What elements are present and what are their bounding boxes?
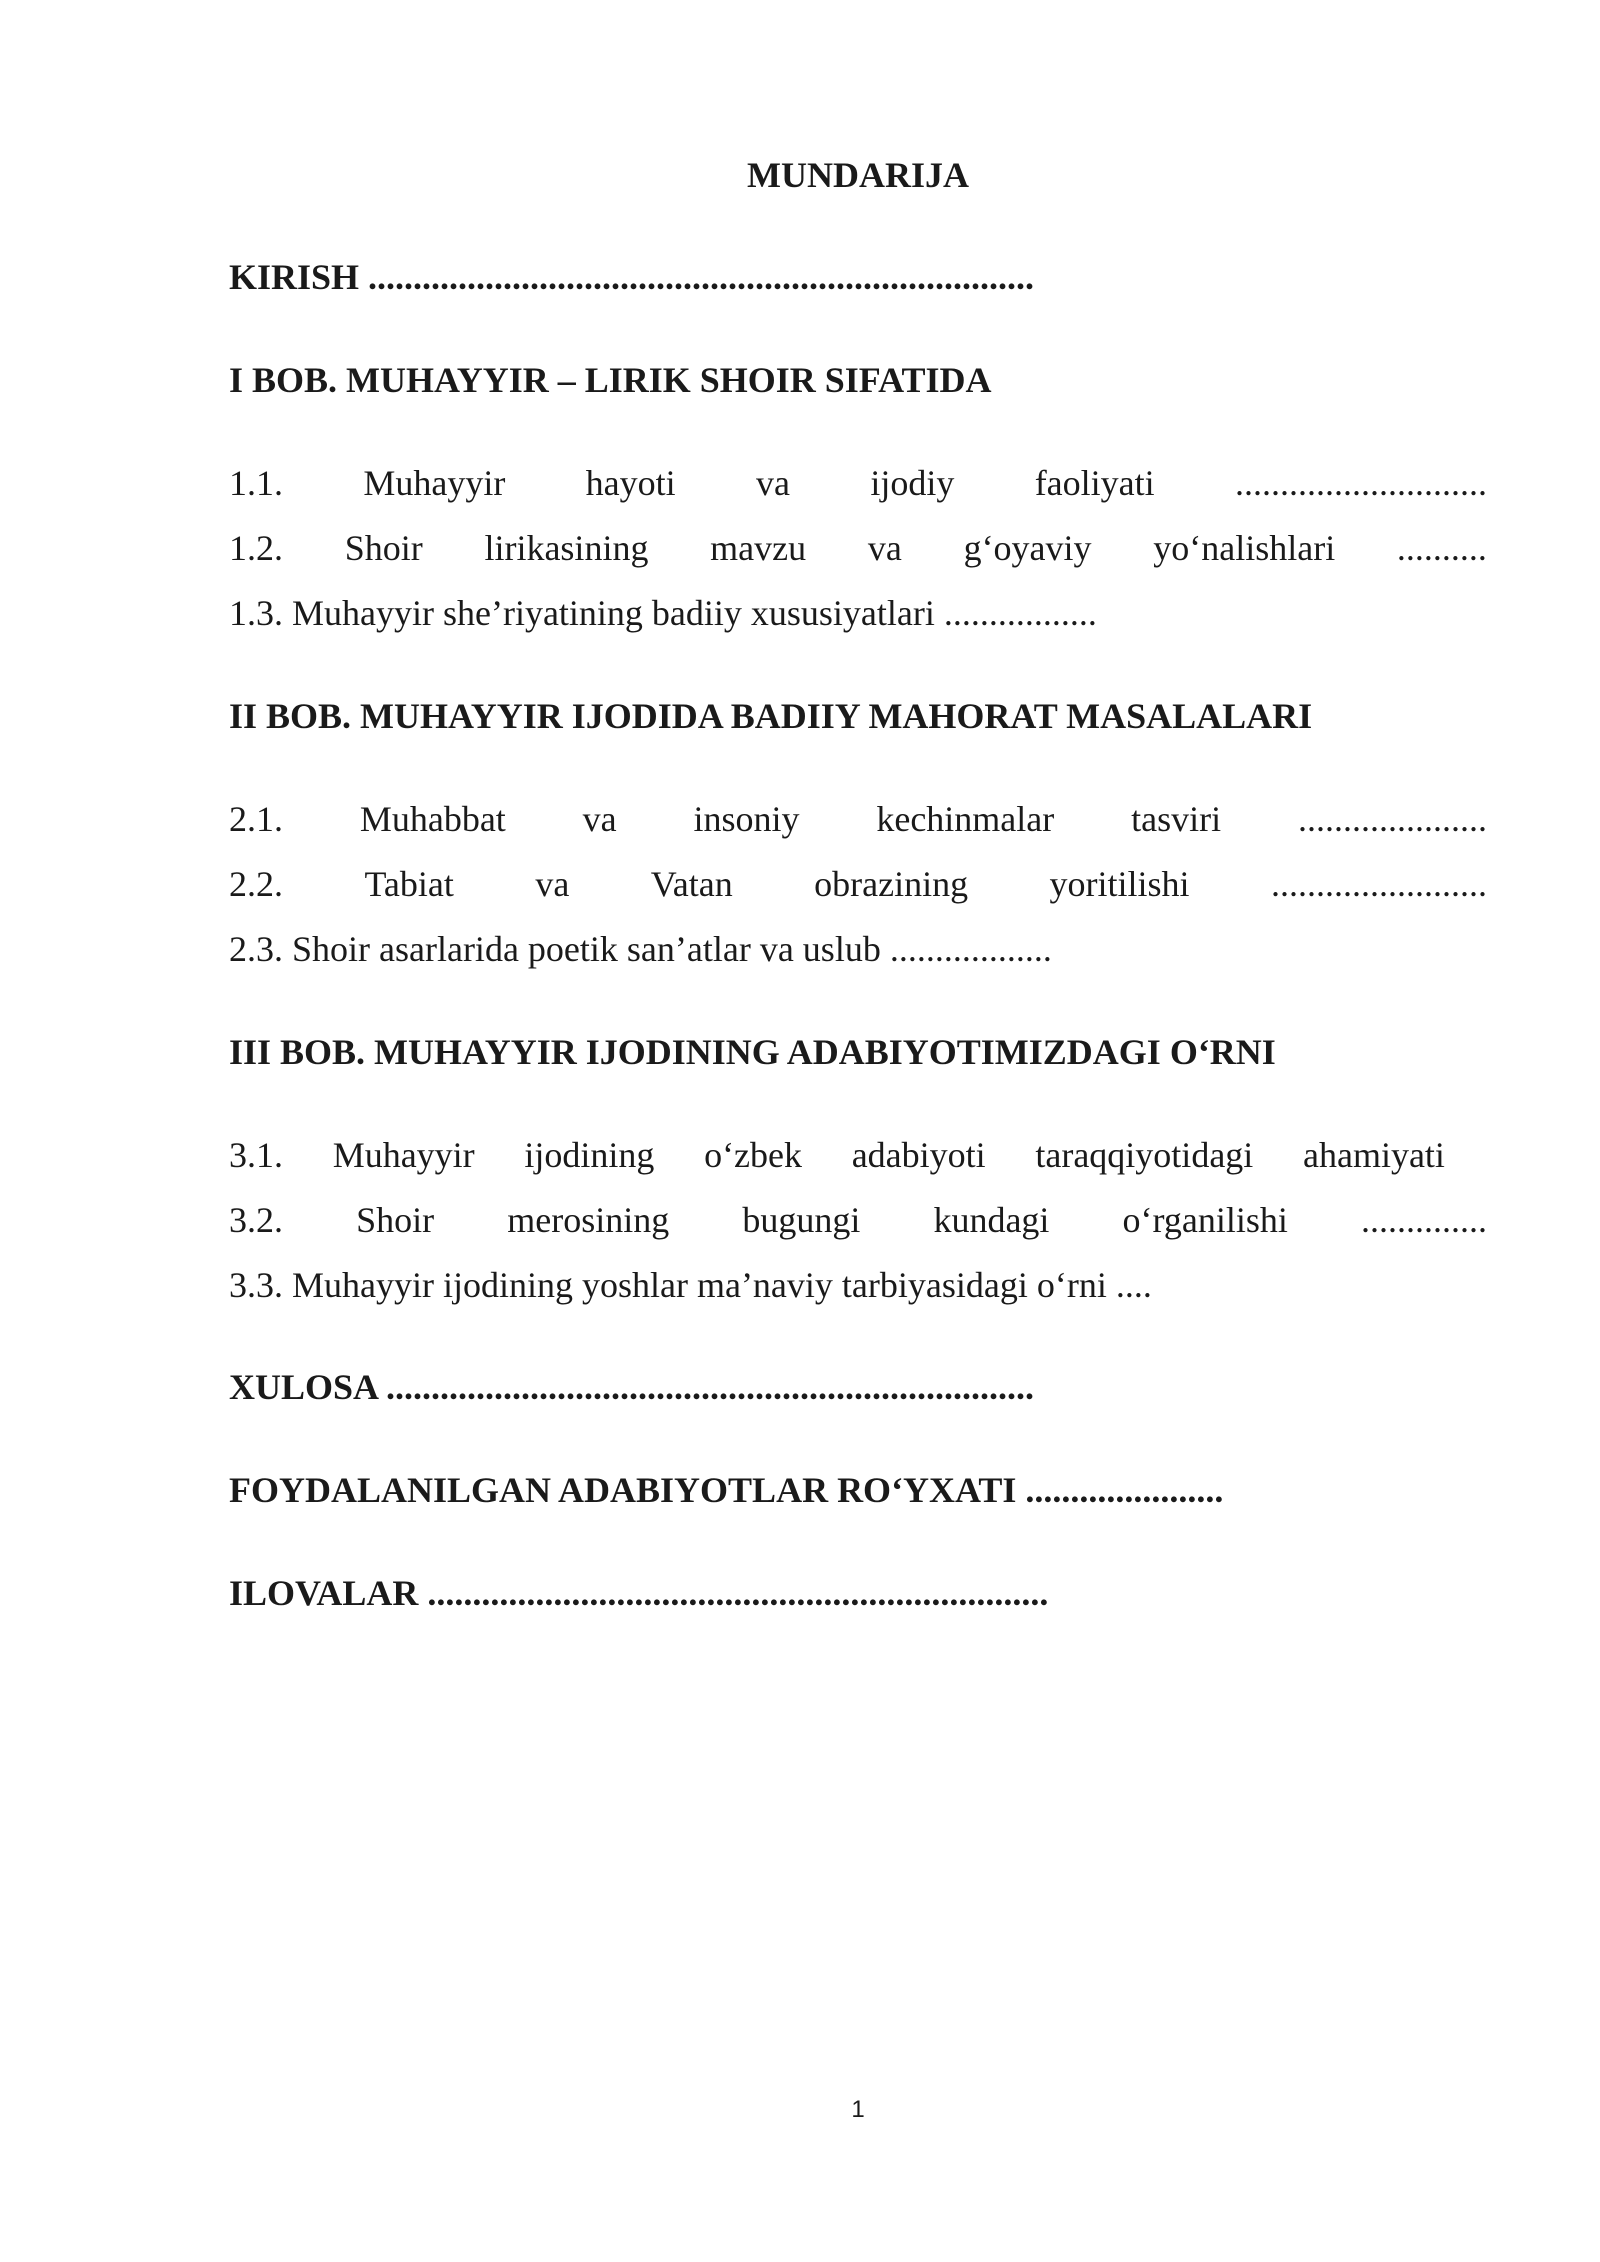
toc-entry-kirish: KIRISH ..........................................................................: [229, 257, 1035, 297]
toc-word: merosining: [507, 1200, 670, 1240]
toc-word: 3.2.: [229, 1200, 283, 1240]
toc-word: kechinmalar: [876, 799, 1055, 839]
toc-word: lirikasining: [484, 528, 649, 568]
toc-word: o‘zbek: [704, 1135, 803, 1175]
toc-word: taraqqiyotidagi: [1035, 1135, 1254, 1175]
toc-chapter-3: III BOB. MUHAYYIR IJODINING ADABIYOTIMIZDAGI O‘RNI: [229, 1032, 1276, 1072]
toc-section-3-1: [229, 1130, 1445, 1180]
toc-section-1-1: [229, 458, 1487, 508]
toc-word: va: [582, 799, 617, 839]
toc-section-3-2: [229, 1195, 1487, 1245]
toc-entry-xulosa: XULOSA ........................................................................: [229, 1367, 1035, 1407]
toc-word: Muhayyir: [332, 1135, 475, 1175]
toc-section-2-3: 2.3. Shoir asarlarida poetik san’atlar va uslub ..................: [229, 929, 1052, 969]
toc-section-1-3: 1.3. Muhayyir she’riyatining badiiy xususiyatlari .................: [229, 593, 1097, 633]
toc-word: 1.2.: [229, 528, 283, 568]
toc-word: insoniy: [693, 799, 800, 839]
toc-chapter-2: II BOB. MUHAYYIR IJODIDA BADIIY MAHORAT MASALALARI: [229, 696, 1313, 736]
toc-word: g‘oyaviy: [963, 528, 1092, 568]
toc-leader-dots: ..........: [1396, 528, 1487, 568]
toc-word: 3.1.: [229, 1135, 283, 1175]
toc-word: tasviri: [1131, 799, 1222, 839]
toc-word: o‘rganilishi: [1122, 1200, 1288, 1240]
toc-word: Tabiat: [364, 864, 454, 904]
toc-leader-dots: ............................: [1234, 463, 1487, 503]
toc-word: kundagi: [933, 1200, 1050, 1240]
toc-section-2-2: [229, 859, 1487, 909]
toc-word: Shoir: [344, 528, 423, 568]
toc-chapter-1: I BOB. MUHAYYIR – LIRIK SHOIR SIFATIDA: [229, 360, 992, 400]
toc-word: va: [756, 463, 790, 503]
toc-section-1-2: [229, 523, 1487, 573]
toc-word: mavzu: [710, 528, 807, 568]
toc-word: yoritilishi: [1049, 864, 1190, 904]
page-number: 1: [851, 2096, 865, 2123]
toc-word: Muhayyir: [363, 463, 506, 503]
toc-word: 2.2.: [229, 864, 283, 904]
toc-word: va: [535, 864, 570, 904]
toc-entry-adabiyotlar: FOYDALANILGAN ADABIYOTLAR RO‘YXATI ......................: [229, 1470, 1224, 1510]
toc-section-2-1: [229, 794, 1487, 844]
toc-word: bugungi: [742, 1200, 861, 1240]
toc-word: hayoti: [585, 463, 676, 503]
toc-word: ijodiy: [870, 463, 955, 503]
toc-word: ijodining: [524, 1135, 655, 1175]
toc-word: 1.1.: [229, 463, 283, 503]
toc-word: obrazining: [814, 864, 969, 904]
toc-entry-ilovalar: ILOVALAR .....................................................................: [229, 1573, 1049, 1613]
toc-word: ahamiyati: [1302, 1135, 1445, 1175]
toc-word: Shoir: [356, 1200, 435, 1240]
toc-word: va: [867, 528, 902, 568]
toc-word: 2.1.: [229, 799, 283, 839]
toc-leader-dots: ..............: [1360, 1200, 1487, 1240]
toc-leader-dots: ........................: [1270, 864, 1487, 904]
toc-word: Muhabbat: [359, 799, 506, 839]
toc-word: yo‘nalishlari: [1153, 528, 1336, 568]
toc-word: faoliyati: [1034, 463, 1155, 503]
toc-leader-dots: .....................: [1297, 799, 1487, 839]
toc-section-3-3: 3.3. Muhayyir ijodining yoshlar ma’naviy tarbiyasidagi o‘rni ....: [229, 1265, 1152, 1305]
toc-word: adabiyoti: [851, 1135, 986, 1175]
page-title: MUNDARIJA: [747, 155, 969, 195]
toc-word: Vatan: [650, 864, 733, 904]
